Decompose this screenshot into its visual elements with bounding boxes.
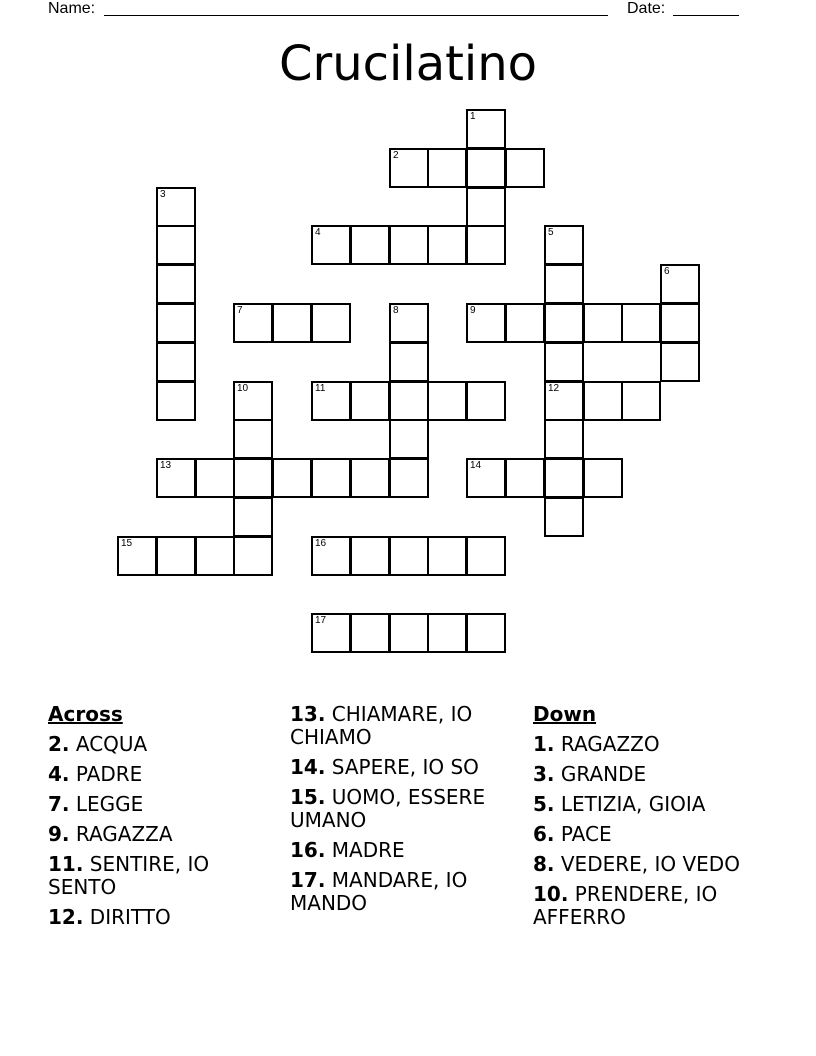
grid-cell <box>156 187 196 227</box>
grid-cell <box>544 264 584 304</box>
clue-item <box>48 906 280 929</box>
grid-cell <box>583 303 623 343</box>
grid-cell <box>311 613 351 653</box>
clue-text: PACE <box>560 822 612 846</box>
clue-text: UOMO, ESSERE UMANO <box>290 785 486 832</box>
grid-cell <box>233 419 273 459</box>
grid-cell <box>583 458 623 498</box>
grid-cell <box>117 536 157 576</box>
grid-cell <box>233 458 273 498</box>
grid-cell <box>389 419 429 459</box>
grid-cell <box>544 497 584 537</box>
clue-number: 11. <box>48 852 84 876</box>
clue-number: 16. <box>290 838 326 862</box>
grid-cell <box>350 536 390 576</box>
clue-text: MADRE <box>331 838 405 862</box>
grid-cell <box>466 613 506 653</box>
clue-number-label: 12 <box>548 383 560 394</box>
grid-cell <box>156 225 196 265</box>
grid-cell <box>156 303 196 343</box>
clue-number: 17. <box>290 868 326 892</box>
grid-cell <box>466 458 506 498</box>
grid-cell <box>621 381 661 421</box>
grid-cell <box>621 303 661 343</box>
clue-text: CHIAMARE, IO CHIAMO <box>290 702 473 749</box>
grid-cell <box>272 303 312 343</box>
grid-cell <box>156 458 196 498</box>
grid-cell <box>350 613 390 653</box>
grid-cell <box>272 458 312 498</box>
clue-number-label: 13 <box>160 460 172 471</box>
clue-number-label: 2 <box>393 150 399 161</box>
clue-number: 4. <box>48 762 70 786</box>
grid-cell <box>427 381 467 421</box>
clue-number-label: 6 <box>664 266 670 277</box>
clue-text: LETIZIA, GIOIA <box>560 792 706 816</box>
grid-cell <box>389 536 429 576</box>
grid-cell <box>389 148 429 188</box>
clue-text: MANDARE, IO MANDO <box>290 868 468 915</box>
grid-cell <box>350 458 390 498</box>
clue-number-label: 5 <box>548 227 554 238</box>
clue-item <box>290 869 522 915</box>
grid-cell <box>350 381 390 421</box>
grid-cell <box>466 109 506 149</box>
clue-item <box>290 839 522 862</box>
clue-text: VEDERE, IO VEDO <box>560 852 740 876</box>
clue-item <box>48 763 280 786</box>
clue-text: DIRITTO <box>89 905 171 929</box>
grid-cell <box>311 458 351 498</box>
clue-number: 8. <box>533 852 555 876</box>
grid-cell <box>660 264 700 304</box>
grid-cell <box>544 342 584 382</box>
clue-item <box>48 733 280 756</box>
grid-cell <box>156 536 196 576</box>
grid-cell <box>505 303 545 343</box>
grid-cell <box>311 225 351 265</box>
clue-number: 3. <box>533 762 555 786</box>
puzzle-title: Crucilatino <box>278 36 538 92</box>
date-label: Date: <box>627 0 666 17</box>
clue-item <box>533 853 765 876</box>
grid-cell <box>466 225 506 265</box>
clue-number: 13. <box>290 702 326 726</box>
grid-cell <box>233 497 273 537</box>
grid-cell <box>156 342 196 382</box>
grid-cell <box>660 342 700 382</box>
clue-number: 15. <box>290 785 326 809</box>
grid-cell <box>156 381 196 421</box>
across-clues-column <box>48 703 280 936</box>
grid-cell <box>544 225 584 265</box>
clue-number-label: 15 <box>121 538 133 549</box>
clue-number-label: 11 <box>315 383 326 394</box>
clue-item <box>48 793 280 816</box>
clue-text: PADRE <box>75 762 143 786</box>
grid-cell <box>233 536 273 576</box>
grid-cell <box>427 225 467 265</box>
clue-number-label: 17 <box>315 615 327 626</box>
clue-number-label: 4 <box>315 227 321 238</box>
grid-cell <box>660 303 700 343</box>
clue-item <box>533 793 765 816</box>
clue-item <box>533 733 765 756</box>
grid-cell <box>427 536 467 576</box>
clue-number: 10. <box>533 882 569 906</box>
grid-cell <box>466 381 506 421</box>
across-clues-column-continued <box>290 703 522 922</box>
grid-cell <box>195 536 235 576</box>
grid-cell <box>427 148 467 188</box>
clue-number-label: 16 <box>315 538 327 549</box>
clue-number-label: 1 <box>470 111 476 122</box>
clue-number: 7. <box>48 792 70 816</box>
clue-item <box>533 883 765 929</box>
clue-number-label: 8 <box>393 305 399 316</box>
grid-cell <box>389 225 429 265</box>
across-heading: Across <box>48 702 123 726</box>
clue-number: 6. <box>533 822 555 846</box>
grid-cell <box>544 381 584 421</box>
grid-cell <box>233 381 273 421</box>
grid-cell <box>311 381 351 421</box>
down-clues-column <box>533 703 765 936</box>
name-label: Name: <box>48 0 96 17</box>
grid-cell <box>389 303 429 343</box>
grid-cell <box>427 613 467 653</box>
clue-text: RAGAZZO <box>560 732 660 756</box>
grid-cell <box>389 458 429 498</box>
clue-number-label: 14 <box>470 460 482 471</box>
clue-item <box>48 853 280 899</box>
clue-text: GRANDE <box>560 762 647 786</box>
grid-cell <box>544 458 584 498</box>
clue-item <box>290 786 522 832</box>
grid-cell <box>466 187 506 227</box>
clue-item <box>290 703 522 749</box>
clue-number-label: 9 <box>470 305 476 316</box>
grid-cell <box>466 148 506 188</box>
clue-item <box>533 823 765 846</box>
clue-number: 12. <box>48 905 84 929</box>
grid-cell <box>389 342 429 382</box>
clue-number: 1. <box>533 732 555 756</box>
grid-cell <box>466 536 506 576</box>
clue-number-label: 3 <box>160 189 166 200</box>
clue-text: SENTIRE, IO SENTO <box>48 852 210 899</box>
clue-text: LEGGE <box>75 792 144 816</box>
grid-cell <box>195 458 235 498</box>
grid-cell <box>311 303 351 343</box>
grid-cell <box>505 148 545 188</box>
clue-number: 5. <box>533 792 555 816</box>
grid-cell <box>544 303 584 343</box>
clue-number: 9. <box>48 822 70 846</box>
clue-text: ACQUA <box>75 732 148 756</box>
clue-text: RAGAZZA <box>75 822 173 846</box>
clue-item <box>533 763 765 786</box>
clue-text: PRENDERE, IO AFFERRO <box>533 882 718 929</box>
grid-cell <box>389 381 429 421</box>
clue-number-label: 10 <box>237 383 249 394</box>
grid-cell <box>389 613 429 653</box>
clue-number: 2. <box>48 732 70 756</box>
clue-item <box>48 823 280 846</box>
grid-cell <box>505 458 545 498</box>
grid-cell <box>544 419 584 459</box>
clue-item <box>290 756 522 779</box>
clue-number: 14. <box>290 755 326 779</box>
clue-text: SAPERE, IO SO <box>331 755 479 779</box>
grid-cell <box>350 225 390 265</box>
grid-cell <box>233 303 273 343</box>
grid-cell <box>583 381 623 421</box>
grid-cell <box>156 264 196 304</box>
down-heading: Down <box>533 702 597 726</box>
clue-number-label: 7 <box>237 305 243 316</box>
grid-cell <box>311 536 351 576</box>
grid-cell <box>466 303 506 343</box>
